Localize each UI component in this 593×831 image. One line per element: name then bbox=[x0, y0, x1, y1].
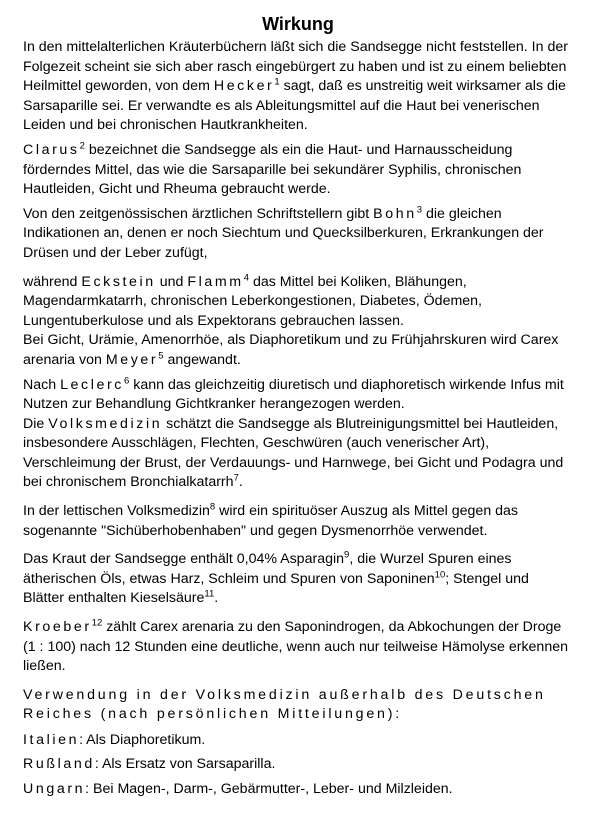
term-volksmedizin: Volksmedizin bbox=[48, 415, 163, 432]
footnote-ref: 4 bbox=[243, 271, 250, 283]
paragraph-kroeber: Kroeber$^{12}$ zählt Carex arenaria zu den Saponindrogen, da Abkochungen der Droge (1 : 100) nach 12 Stunden eine deutliche, wenn auch nur teilweise Hämolyse erkennen ließen. bbox=[23, 617, 568, 675]
author-name: Bohn bbox=[373, 205, 417, 222]
footnote-ref: 11 bbox=[204, 588, 215, 600]
paragraph-volksmedizin: Die Volksmedizin schätzt die Sandsegge als Blutreinigungsmittel bei Hautleiden, insbesondere Ausschlägen, Flechten, Geschwüren (auch venerischer Art), Verschleimung der Brust, der Verdauungs- und Harnwege, bei Gicht und Podagra und bei chronischem Bronchialkatarrh$^7$. bbox=[23, 415, 564, 491]
footnote-ref: 9 bbox=[344, 549, 350, 561]
footnote-ref: 1 bbox=[274, 76, 280, 88]
footnote-ref: 8 bbox=[209, 501, 216, 513]
paragraph-lettisch: In der lettischen Volksmedizin$^8$ wird ein spirituöser Auszug als Mittel gegen das sogenannte "Sichüberhobenhaben" und gegen Dysmenorrhöe verwendet. bbox=[23, 501, 519, 539]
author-name: Clarus bbox=[23, 141, 80, 158]
usage-item: Rußland: Als Ersatz von Sarsaparilla. bbox=[23, 756, 276, 773]
paragraph-eckstein-flamm: während Eckstein und Flamm$^4$ das Mittel bei Koliken, Blähungen, Magendarmkatarrh, chronischen Leberkongestionen, Diabetes, Ödemen, Lungentuberkulose und als Expektorans gebrauchen lassen. bbox=[23, 271, 482, 329]
country-name: Ungarn bbox=[23, 781, 86, 797]
author-name: Leclerc bbox=[60, 376, 124, 393]
paragraph-bohn: Von den zeitgenössischen ärztlichen Schriftstellern gibt Bohn$^3$ die gleichen Indikationen an, denen er noch Siechtum und Quecksilberkuren, Erkrankungen der Drüsen und der Leber zufügt, bbox=[23, 204, 544, 261]
paragraph-hecker: In den mittelalterlichen Kräuterbüchern läßt sich die Sandsegge nicht feststellen. In der Folgezeit scheint sie sich aber rasch eingebürgert zu haben und ist zu einem beliebten Heilmittel geworden, von dem Hecker$^1$ sagt, daß es unstreitig weit wirksamer als die Sarsaparille sei. Er verwandte es als Ableitungsmittel auf die Haut bei venerischen Leiden und bei chronischen Hautkrankheiten. bbox=[23, 39, 568, 134]
usage-item: Italien: Als Diaphoretikum. bbox=[23, 731, 206, 748]
usage-list bbox=[23, 731, 573, 800]
author-name: Flamm bbox=[187, 273, 244, 290]
paragraph-leclerc: Nach Leclerc$^6$ kann das gleichzeitig diuretisch und diaphoretisch wirkende Infus mit Nutzen zur Behandlung Gichtkranker herangezogen werden. bbox=[23, 374, 564, 413]
footnote-ref: 5 bbox=[158, 350, 164, 362]
footnote-ref: 3 bbox=[416, 204, 422, 216]
author-name: Eckstein bbox=[81, 273, 156, 290]
footnote-ref: 2 bbox=[79, 140, 85, 152]
paragraph-meyer: Bei Gicht, Urämie, Amenorrhöe, als Diaphoretikum und zu Frühjahrskuren wird Carex arenaria von Meyer$^5$ angewandt. bbox=[23, 332, 559, 368]
author-name: Hecker bbox=[213, 78, 275, 95]
footnote-ref: 12 bbox=[91, 617, 103, 629]
footnote-ref: 6 bbox=[124, 374, 130, 386]
author-name: Kroeber bbox=[23, 619, 92, 636]
author-name: Meyer bbox=[105, 351, 159, 368]
usage-item: Ungarn: Bei Magen-, Darm-, Gebärmutter-, Leber- und Milzleiden. bbox=[23, 781, 453, 797]
paragraph-inhaltsstoffe: Das Kraut der Sandsegge enthält 0,04% Asparagin$^9$, die Wurzel Spuren eines ätherischen Öls, etwas Harz, Schleim und Spuren von Saponinen$^{10}$; Stengel und Blätter enthalten Kieselsäure$^{11}$. bbox=[23, 549, 529, 607]
country-name: Rußland bbox=[23, 756, 95, 773]
paragraph-clarus: Clarus$^2$ bezeichnet die Sandsegge als ein die Haut- und Harnausscheidung förderndes Mittel, das wie die Sarsaparille bei sekundärer Syphilis, chronischen Hautleiden, Gicht und Rheuma gebraucht werde. bbox=[23, 140, 522, 198]
footnote-ref: 7 bbox=[233, 472, 239, 484]
section-heading: Verwendung in der Volksmedizin außerhalb des Deutschen Reiches (nach persönlichen Mitteilungen): bbox=[23, 686, 546, 722]
country-name: Italien bbox=[23, 731, 80, 748]
footnote-ref: 10 bbox=[434, 569, 446, 581]
page-title: Wirkung bbox=[262, 14, 334, 34]
